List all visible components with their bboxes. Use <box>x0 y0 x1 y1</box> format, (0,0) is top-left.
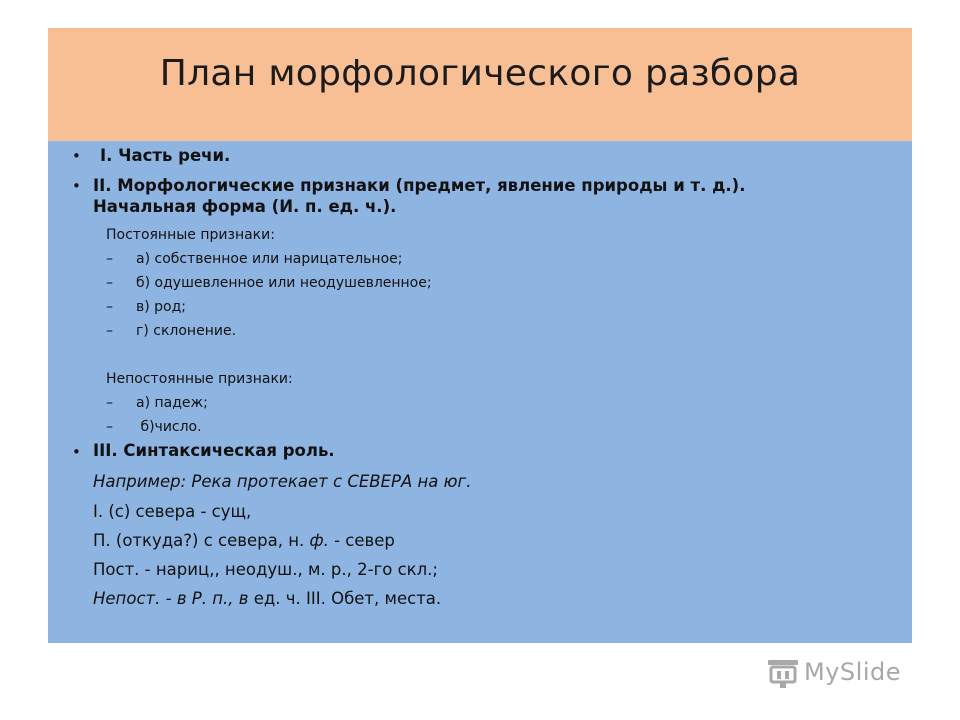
constant-header: Постоянные признаки: <box>106 227 275 243</box>
dash-icon: – <box>106 419 113 435</box>
nonconstant-item: б)число. <box>136 419 202 435</box>
example-line-4 <box>93 589 441 608</box>
example-line-2-part-c: - север <box>328 531 395 550</box>
dash-icon: – <box>106 251 113 267</box>
example-line-2-part-b: ф. <box>309 531 329 550</box>
item-syntax: III. Синтаксическая роль. <box>93 441 335 460</box>
constant-item: г) склонение. <box>136 323 237 339</box>
title-band <box>48 28 912 141</box>
example-line-4-part-a: Непост. - в Р. п., в <box>93 589 249 608</box>
constant-item: в) род; <box>136 299 187 315</box>
myslide-watermark <box>766 656 926 692</box>
myslide-logo-icon <box>766 658 800 690</box>
slide-content <box>48 141 912 643</box>
example-line-4-part-b: ед. ч. III. Обет, места. <box>248 589 442 608</box>
bullet-icon: • <box>72 177 81 195</box>
watermark-text: MySlide <box>804 658 901 686</box>
nonconstant-item: а) падеж; <box>136 395 208 411</box>
dash-icon: – <box>106 323 113 339</box>
example-title: Например: Река протекает с СЕВЕРА на юг. <box>93 472 472 491</box>
example-line-2-part-a: П. (откуда?) с севера, н. <box>93 531 310 550</box>
slide-title: План морфологического разбора <box>159 53 801 94</box>
item-morph-line1: II. Морфологические признаки (предмет, явление природы и т. д.). <box>93 176 746 195</box>
bullet-icon: • <box>72 147 81 165</box>
dash-icon: – <box>106 299 113 315</box>
bullet-icon: • <box>72 443 81 461</box>
constant-item: а) собственное или нарицательное; <box>136 251 403 267</box>
nonconstant-header: Непостоянные признаки: <box>106 371 293 387</box>
dash-icon: – <box>106 275 113 291</box>
content-band <box>48 141 912 643</box>
example-line-1: I. (с) севера - сущ, <box>93 502 252 521</box>
dash-icon: – <box>106 395 113 411</box>
item-morph-line2: Начальная форма (И. п. ед. ч.). <box>93 197 397 216</box>
constant-item: б) одушевленное или неодушевленное; <box>136 275 432 291</box>
example-line-3: Пост. - нариц,, неодуш., м. р., 2-го скл.; <box>93 560 438 579</box>
item-part-of-speech: I. Часть речи. <box>100 146 231 165</box>
example-line-2 <box>93 531 395 550</box>
